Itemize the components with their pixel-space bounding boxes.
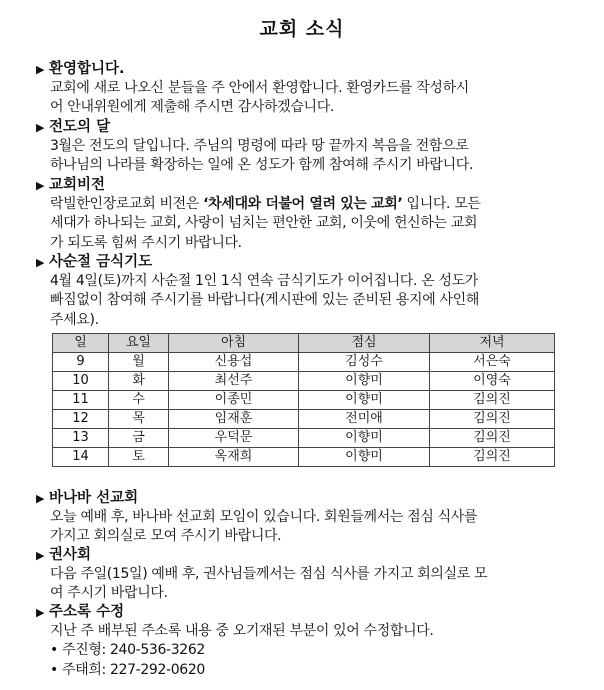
section-heading: ▶ 전도의 달 (36, 119, 111, 135)
body-line: 세대가 하나되는 교회, 사랑이 넘치는 편안한 교회, 이웃에 헌신하는 교회 (50, 215, 478, 232)
table-cell: 이향미 (299, 372, 430, 391)
table-row (53, 391, 555, 410)
table-cell: 옥재희 (169, 448, 299, 467)
table-cell: 전미애 (299, 410, 430, 429)
section-welcome (36, 60, 576, 118)
table-cell: 수 (109, 391, 169, 410)
table-cell: 신용섭 (169, 353, 299, 372)
triangle-bullet-icon: ▶ (36, 606, 45, 619)
body-line: 빠짐없이 참여해 주시기를 바랍니다(게시판에 있는 준비된 용지에 사인해 (50, 292, 480, 309)
section-church-vision (36, 176, 576, 253)
table-cell: 김의진 (430, 448, 555, 467)
section-deaconess-society (36, 546, 576, 604)
fasting-schedule-table (52, 333, 555, 467)
table-cell: 이향미 (299, 429, 430, 448)
table-cell: 9 (53, 353, 109, 372)
section-heading: ▶ 사순절 금식기도 (36, 254, 153, 270)
table-cell: 11 (53, 391, 109, 410)
triangle-bullet-icon: ▶ (36, 121, 45, 134)
table-cell: 토 (109, 448, 169, 467)
table-cell: 이영숙 (430, 372, 555, 391)
table-cell: 이종민 (169, 391, 299, 410)
body-line: 락빌한인장로교회 비전은 ‘차세대와 더불어 열려 있는 교회’ 입니다. 모든 (50, 196, 481, 212)
body-line: 어 안내위원에게 제출해 주시면 감사하겠습니다. (50, 99, 334, 116)
table-cell: 목 (109, 410, 169, 429)
column-header-lunch: 점심 (299, 334, 430, 353)
table-cell: 이향미 (299, 391, 430, 410)
section-body (50, 565, 576, 604)
table-cell: 서은숙 (430, 353, 555, 372)
table-row (53, 429, 555, 448)
section-heading: ▶ 바나바 선교회 (36, 490, 139, 506)
table-cell: 금 (109, 429, 169, 448)
section-body (50, 622, 576, 680)
table-cell: 김의진 (430, 410, 555, 429)
body-line: 주세요). (50, 311, 99, 328)
table-cell: 14 (53, 448, 109, 467)
triangle-bullet-icon: ▶ (36, 63, 45, 76)
section-body (50, 79, 576, 118)
section-heading: ▶ 환영합니다. (36, 61, 125, 77)
section-heading: ▶ 권사회 (36, 547, 92, 563)
table-cell: 월 (109, 353, 169, 372)
section-heading: ▶ 주소록 수정 (36, 604, 125, 620)
section-evangelism (36, 118, 576, 176)
triangle-bullet-icon: ▶ (36, 492, 45, 505)
section-lent-fasting (36, 253, 576, 330)
vision-statement: ‘차세대와 더불어 열려 있는 교회’ (203, 196, 403, 212)
table-cell: 임재훈 (169, 410, 299, 429)
section-barnabas-mission (36, 489, 576, 547)
table-cell: 10 (53, 372, 109, 391)
body-line: 3월은 전도의 달입니다. 주님의 명령에 따라 땅 끝까지 복음을 전함으로 (50, 138, 469, 154)
table-row (53, 353, 555, 372)
column-header-dinner: 저녁 (430, 334, 555, 353)
body-line: 여 주시기 바랍니다. (50, 585, 168, 602)
table-cell: 화 (109, 372, 169, 391)
triangle-bullet-icon: ▶ (36, 549, 45, 562)
table-cell: 이향미 (299, 448, 430, 467)
section-body (50, 272, 576, 330)
table-cell: 13 (53, 429, 109, 448)
body-line: 지난 주 배부된 주소록 내용 중 오기재된 부분이 있어 수정합니다. (50, 623, 434, 639)
section-directory-correction (36, 603, 576, 680)
section-body (50, 137, 576, 176)
contact-item: • 주진형: 240-536-3262 (50, 642, 205, 659)
body-line: 다음 주일(15일) 예배 후, 권사님들께서는 점심 식사를 가지고 회의실로 모 (50, 566, 488, 582)
body-line: 가 되도록 힘써 주시기 바랍니다. (50, 234, 242, 251)
section-body (50, 195, 576, 253)
contact-item: • 주태희: 227-292-0620 (50, 661, 205, 678)
table-header-row (53, 334, 555, 353)
column-header-day: 일 (53, 334, 109, 353)
column-header-breakfast: 아침 (169, 334, 299, 353)
table-cell: 최선주 (169, 372, 299, 391)
table-cell: 김성수 (299, 353, 430, 372)
table-cell: 김의진 (430, 429, 555, 448)
column-header-weekday: 요일 (109, 334, 169, 353)
table-cell: 우덕문 (169, 429, 299, 448)
section-body (50, 508, 576, 547)
table-row (53, 448, 555, 467)
body-line: 하나님의 나라를 확장하는 일에 온 성도가 함께 참여해 주시기 바랍니다. (50, 157, 474, 174)
table-row (53, 410, 555, 429)
table-row (53, 372, 555, 391)
body-line: 가지고 회의실로 모여 주시기 바랍니다. (50, 528, 282, 545)
page-title: 교회 소식 (259, 18, 345, 40)
table-cell: 김의진 (430, 391, 555, 410)
triangle-bullet-icon: ▶ (36, 179, 45, 192)
table-cell: 12 (53, 410, 109, 429)
body-line: 4월 4일(토)까지 사순절 1인 1식 연속 금식기도가 이어집니다. 온 성도가 (50, 273, 478, 289)
section-heading: ▶ 교회비전 (36, 177, 106, 193)
triangle-bullet-icon: ▶ (36, 256, 45, 269)
body-line: 교회에 새로 나오신 분들을 주 안에서 환영합니다. 환영카드를 작성하시 (50, 80, 469, 96)
body-line: 오늘 예배 후, 바나바 선교회 모임이 있습니다. 회원들께서는 점심 식사를 (50, 509, 478, 525)
